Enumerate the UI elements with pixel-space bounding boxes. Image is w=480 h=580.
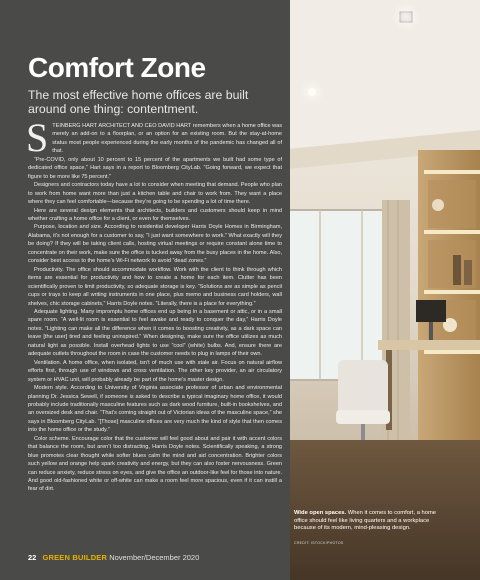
photo-caption [294,510,444,533]
page-number: 22 [28,553,37,562]
office-photo-illustration [278,0,480,580]
article-paragraph: Productivity. The office should accommodate workflow. Work with the client to think through which items are essential for productivity and how to create a home for each item. Clutter has been scientifically proven to limit productivity, so adequate storage is key. “Solutions are as simple as pencil cups or trays to keep all writing instruments in one place, plus memo and business card holders, wall shelves, chic storage cabinets,” Harris Doyle notes. “Literally, there is a place for everything.” [28,266,282,307]
article-deck: The most effective home offices are built around one thing: contentment. [28,88,249,116]
article-paragraph: Adequate lighting. Many impromptu home offices end up being in a basement or attic, or in a small spare room. “A well-lit room is essential to feel awake and ready to conquer the day,” Harris Doyle notes. “Lighting can make all the difference when it comes to boosting creativity, as a dark space can leave [the user] tired and feeling uninspired.” When designing, make sure the office utilizes as much natural light as possible. Install overhead lights to use “cool” (white) bulbs. And, ensure there are adequate outlets throughout the room in case the customer needs to plug in lamps of their own. [28,308,282,358]
article-paragraph: Designers and contractors today have a lot to consider when meeting that demand. People who plan to work from home want more than just a kitchen table and chair to work from. They want a place where they can feel comfortable—because they’re going to be spending a lot of time there. [28,182,282,206]
magazine-name: GREEN BUILDER [42,553,108,562]
article-paragraph: Here are several design elements that architects, builders and customers should keep in mind whether crafting a home office for a client, or even for themselves. [28,207,282,222]
article-paragraph: “Pre-COVID, only about 10 percent to 15 percent of the apartments we built had some type of dedicated office space,” Hart says in a report to Bloomberg CityLab. “Going forward, we expect that figure to be more like 75 percent.” [28,156,282,180]
paragraph-text: TEINBERG HART ARCHITECT AND CEO DAVID HART remembers when a home office was merely an add-on to a floorplan, or an option for an existing room. But the stay-at-home status most people experienced during the early months of the pandemic has changed all of that. [52,123,282,155]
article-title: Comfort Zone [28,52,206,83]
office-photo [278,0,480,580]
article-paragraph: Purpose, location and size. According to residential developer Harris Doyle Homes in Birmingham, Alabama, it’s not enough for a customer to say, “I just want somewhere to work.” What exactly will they be doing? If they will be taking client calls, hosting virtual meetings or require constant alone time to concentrate on their work, make sure the office is tucked away from the busy places in the home. Also, consider best access to the home’s Wi-Fi network to avoid “dead zones.” [28,224,282,265]
article-paragraph: Modern style. According to University of Virginia associate professor of urban and environmental planning Dr. Jessica Sewell, if someone is asked to describe a typical imaginary home office, it would probably include traditionally masculine features such as dark wood furniture, built-in bookshelves, and an oversized desk and chair. “That’s coming straight out of Victorian ideas of the masculine space,” she says in Bloomberg CityLab. “[Those] masculine offices are very much the kind of style that then comes into the home office or the study.” [28,385,282,434]
article-body [26,115,282,494]
article-paragraph: Color scheme. Encourage color that the customer will feel good about and pair it with accent colors that balance the room, but aren’t too distracting, Harris Doyle notes. Scientifically speaking, a strong blue promotes clear thought while softer blues calm the mind and aid concentration. Brighter colors such yellow and orange help spark creativity and energy, but they can also foster nervousness. Green can reduce anxiety, reduce stress on eyes, and give the office an outdoor-like feel for those into nature. And good old-fashioned white or off-white can make a room feel more spacious, even if it can instill a fear of dirt. [28,435,282,493]
caption-lead: Wide open spaces. [294,510,347,516]
page-footer [28,553,199,562]
photo-credit: CREDIT: ISTOCK/PHOTOS [294,541,344,545]
article-paragraph [26,115,282,160]
article-paragraph: Ventilation. A home office, when isolated, isn’t of much use with stale air. Focus on natural airflow efforts first, through use of windows and cross ventilation. The other key provider, an air circulatory system or HVAC unit, will probably already be part of the home’s master design. [28,359,282,383]
issue-date: November/December 2020 [109,553,200,562]
drop-cap: S [26,115,49,160]
caption-text: When it comes to comfort, a home office should feel like living quarters and a workplace because of its modern, mind-pleasing design. [294,510,437,531]
